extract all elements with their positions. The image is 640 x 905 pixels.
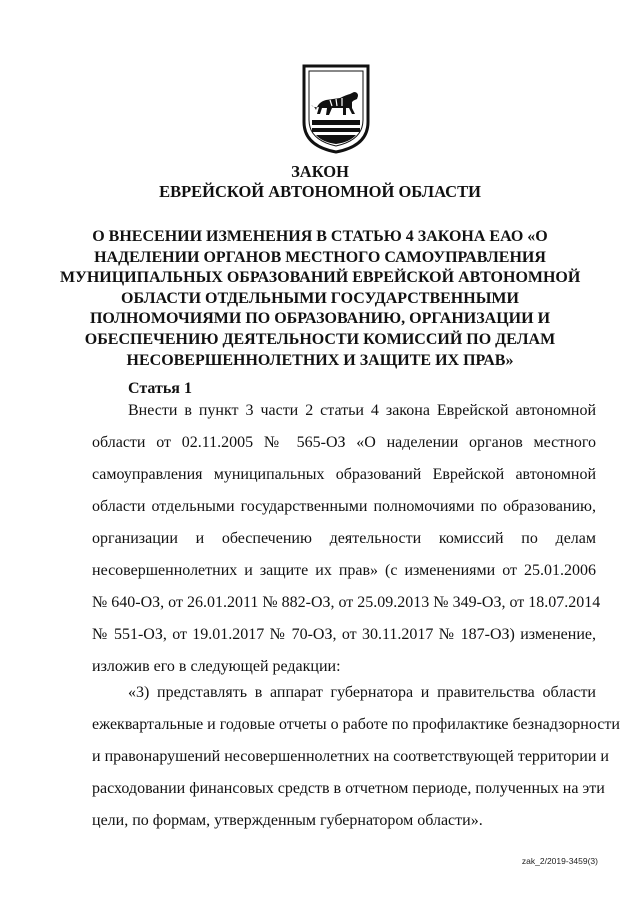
paragraph-line: и правонарушений несовершеннолетних на соответствующей территории и [92, 748, 609, 765]
document-code: zak_2/2019-3459(3) [521, 856, 598, 866]
law-title-line2: ЕВРЕЙСКОЙ АВТОНОМНОЙ ОБЛАСТИ [159, 182, 481, 201]
subject-line: НЕСОВЕРШЕННОЛЕТНИХ И ЗАЩИТЕ ИХ ПРАВ» [126, 351, 514, 369]
law-title-line1: ЗАКОН [291, 162, 349, 181]
subject-line: НАДЕЛЕНИИ ОРГАНОВ МЕСТНОГО САМОУПРАВЛЕНИЯ [94, 248, 546, 266]
paragraph-line: области от 02.11.2005 № 565-ОЗ «О наделении органов местного [92, 434, 596, 451]
coat-of-arms-tiger-icon [300, 62, 372, 154]
paragraph-line: изложив его в следующей редакции: [92, 658, 341, 675]
paragraph-line: Внести в пункт 3 части 2 статьи 4 закона Еврейской автономной [128, 402, 596, 419]
paragraph-line: ежеквартальные и годовые отчеты о работе по профилактике безнадзорности [92, 716, 620, 733]
paragraph-line: несовершеннолетних и защите их прав» (с изменениями от 25.01.2006 [92, 562, 596, 579]
paragraph-line: № 551-ОЗ, от 19.01.2017 № 70-ОЗ, от 30.11.2017 № 187-ОЗ) изменение, [92, 626, 596, 643]
paragraph-line: организации и обеспечению деятельности комиссий по делам [92, 530, 596, 547]
article-heading: Статья 1 [128, 380, 192, 397]
law-title [0, 162, 640, 202]
paragraph-line: области отдельными государственными полномочиями по образованию, [92, 498, 596, 515]
law-subject [60, 227, 580, 371]
paragraph-line: расходовании финансовых средств в отчетном периоде, полученных на эти [92, 780, 605, 797]
paragraph-line: «3) представлять в аппарат губернатора и правительства области [128, 684, 596, 701]
subject-line: МУНИЦИПАЛЬНЫХ ОБРАЗОВАНИЙ ЕВРЕЙСКОЙ АВТОНОМНОЙ [60, 269, 581, 287]
subject-line: ОБЛАСТИ ОТДЕЛЬНЫМИ ГОСУДАРСТВЕННЫМИ [121, 289, 519, 307]
paragraph-line: № 640-ОЗ, от 26.01.2011 № 882-ОЗ, от 25.09.2013 № 349-ОЗ, от 18.07.2014 [92, 594, 601, 611]
paragraph-line: цели, по формам, утвержденным губернатором области». [92, 812, 483, 829]
subject-line: ПОЛНОМОЧИЯМИ ПО ОБРАЗОВАНИЮ, ОРГАНИЗАЦИИ И [89, 310, 551, 328]
subject-line: ОБЕСПЕЧЕНИЮ ДЕЯТЕЛЬНОСТИ КОМИССИЙ ПО ДЕЛАМ [84, 330, 556, 348]
paragraph-line: самоуправления муниципальных образований Еврейской автономной [92, 466, 596, 483]
subject-line: О ВНЕСЕНИИ ИЗМЕНЕНИЯ В СТАТЬЮ 4 ЗАКОНА ЕАО «О [92, 228, 548, 245]
